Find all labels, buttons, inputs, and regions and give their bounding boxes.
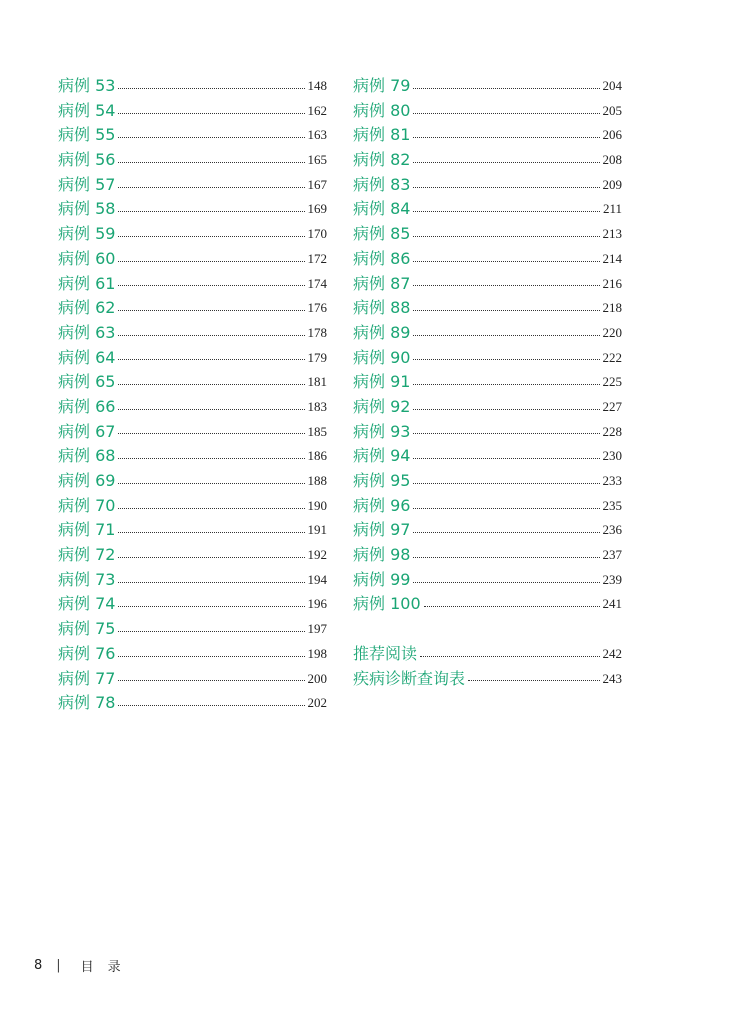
toc-entry[interactable] [58,395,327,420]
entry-page-number: 202 [307,695,327,711]
entry-title: 病例 100 [353,594,421,614]
entry-page-number: 241 [602,596,622,612]
toc-entry[interactable] [58,99,327,124]
entry-page-number: 181 [307,374,327,390]
toc-entry[interactable] [58,247,327,272]
entry-title: 病例 81 [353,125,411,145]
entry-title: 病例 61 [58,273,116,293]
entry-title: 病例 62 [58,298,116,318]
toc-entry[interactable] [58,321,327,346]
entry-title: 病例 84 [353,199,411,219]
toc-entry[interactable] [58,592,327,617]
dot-leader [413,409,599,410]
toc-entry[interactable] [58,420,327,445]
entry-page-number: 174 [307,275,327,291]
entry-title: 病例 77 [58,668,116,688]
toc-entry[interactable] [353,74,622,99]
toc-entry[interactable] [353,420,622,445]
entry-title: 病例 75 [58,619,116,639]
entry-title: 病例 79 [353,76,411,95]
entry-title: 病例 85 [353,224,411,244]
dot-leader [118,261,304,262]
dot-leader [413,310,599,311]
dot-leader [118,433,304,434]
entry-title: 病例 68 [58,446,116,466]
toc-entry[interactable] [353,370,622,395]
entry-page-number: 179 [307,349,327,365]
entry-title: 病例 92 [353,396,411,416]
toc-entry[interactable] [58,173,327,198]
toc-entry[interactable] [353,272,622,297]
toc-entry[interactable] [353,518,622,543]
dot-leader [413,582,599,583]
entry-page-number: 178 [307,324,327,340]
toc-entry[interactable] [353,444,622,469]
entry-page-number: 222 [602,349,622,365]
entry-page-number: 239 [602,571,622,587]
dot-leader [413,113,599,114]
dot-leader [413,236,599,237]
toc-entry[interactable] [353,592,622,617]
dot-leader [118,532,304,533]
entry-page-number: 233 [602,473,622,488]
entry-page-number: 169 [307,201,327,217]
toc-entry[interactable] [353,395,622,420]
entry-title: 病例 80 [353,100,411,120]
toc-entry[interactable] [58,197,327,222]
dot-leader [118,606,304,607]
dot-leader [413,261,599,262]
dot-leader [413,433,599,434]
entry-title: 病例 70 [58,495,116,515]
dot-leader [118,483,304,484]
toc-entry[interactable] [58,74,327,99]
toc-entry[interactable] [353,321,622,346]
dot-leader [118,310,304,311]
entry-title: 病例 82 [353,150,411,170]
entry-title: 病例 83 [353,174,411,194]
entry-page-number: 218 [602,300,622,316]
toc-entry[interactable] [353,494,622,519]
dot-leader [468,680,599,681]
toc-entry[interactable] [58,346,327,371]
entry-page-number: 237 [602,547,622,563]
entry-title: 病例 95 [353,471,411,490]
toc-entry[interactable] [353,148,622,173]
dot-leader [413,211,600,212]
toc-entry[interactable] [353,469,622,494]
dot-leader [118,656,304,657]
toc-entry[interactable] [58,123,327,148]
entry-page-number: 148 [307,78,327,93]
toc-entry[interactable] [58,469,327,494]
toc-left-column [58,74,327,716]
page-footer [34,956,135,975]
toc-entry[interactable] [58,370,327,395]
entry-page-number: 162 [307,102,327,118]
entry-title: 病例 89 [353,322,411,342]
dot-leader [118,557,304,558]
toc-entry[interactable] [353,568,622,593]
entry-title: 病例 54 [58,100,116,120]
entry-page-number: 185 [307,423,327,439]
dot-leader [413,162,599,163]
entry-page-number: 172 [307,250,327,266]
entry-title: 病例 56 [58,150,116,170]
dot-leader [118,335,304,336]
dot-leader [413,187,599,188]
entry-title: 病例 99 [353,569,411,589]
entry-title: 病例 91 [353,372,411,392]
dot-leader [118,113,304,114]
entry-title: 病例 78 [58,693,116,713]
toc-entry[interactable] [353,667,622,692]
entry-title: 病例 74 [58,594,116,614]
entry-page-number: 196 [307,596,327,612]
dot-leader [118,458,304,459]
entry-title: 病例 90 [353,347,411,367]
entry-title: 病例 66 [58,396,116,416]
dot-leader [118,359,304,360]
entry-title: 病例 63 [58,322,116,342]
entry-page-number: 192 [307,547,327,563]
entry-page-number: 230 [602,448,622,464]
dot-leader [413,532,599,533]
dot-leader [118,162,304,163]
entry-page-number: 191 [307,522,327,538]
dot-leader [420,656,599,657]
dot-leader [413,359,599,360]
entry-title: 病例 96 [353,495,411,515]
entry-page-number: 194 [307,571,327,587]
entry-title: 病例 73 [58,569,116,589]
dot-leader [118,211,304,212]
dot-leader [118,705,304,706]
dot-leader [118,236,304,237]
toc-entry[interactable] [353,543,622,568]
entry-title: 病例 71 [58,520,116,540]
entry-title: 病例 72 [58,545,116,565]
entry-title: 疾病诊断查询表 [353,668,466,688]
entry-page-number: 227 [602,398,622,414]
entry-page-number: 176 [307,300,327,316]
entry-page-number: 213 [602,226,622,242]
entry-page-number: 188 [307,473,327,488]
entry-page-number: 186 [307,448,327,464]
entry-title: 病例 93 [353,421,411,441]
entry-page-number: 214 [602,250,622,266]
dot-leader [413,335,599,336]
entry-page-number: 209 [602,176,622,192]
entry-page-number: 183 [307,398,327,414]
toc-entry[interactable] [353,346,622,371]
entry-page-number: 200 [307,670,327,686]
entry-page-number: 167 [307,176,327,192]
entry-title: 病例 57 [58,174,116,194]
entry-page-number: 163 [307,127,327,143]
dot-leader [413,384,599,385]
entry-title: 病例 53 [58,76,116,95]
dot-leader [118,409,304,410]
entry-page-number: 165 [307,152,327,168]
entry-page-number: 243 [602,670,622,686]
entry-title: 病例 59 [58,224,116,244]
page-number: 8 [34,958,43,973]
entry-page-number: 211 [602,201,622,217]
dot-leader [413,483,599,484]
toc-entry[interactable] [58,444,327,469]
entry-page-number: 216 [602,275,622,291]
dot-leader [424,606,600,607]
entry-title: 病例 64 [58,347,116,367]
dot-leader [118,285,304,286]
entry-page-number: 206 [602,127,622,143]
footer-separator: | [56,958,61,973]
dot-leader [413,458,599,459]
entry-page-number: 198 [307,645,327,661]
toc-entry[interactable] [58,272,327,297]
toc-entry[interactable] [58,642,327,667]
toc-entry[interactable] [58,543,327,568]
toc-entry[interactable] [58,568,327,593]
entry-page-number: 170 [307,226,327,242]
section-title: 目录 [80,960,135,975]
toc-entry[interactable] [353,222,622,247]
dot-leader [118,88,304,89]
toc-entry[interactable] [58,296,327,321]
dot-leader [118,137,304,138]
dot-leader [118,582,304,583]
entry-title: 病例 58 [58,199,116,219]
toc-entry[interactable] [58,518,327,543]
entry-title: 病例 88 [353,298,411,318]
entry-page-number: 242 [602,645,622,661]
entry-title: 病例 65 [58,372,116,392]
entry-page-number: 225 [602,374,622,390]
toc-entry[interactable] [58,148,327,173]
entry-title: 推荐阅读 [353,643,418,663]
toc-entry[interactable] [353,642,622,667]
entry-page-number: 235 [602,497,622,513]
entry-title: 病例 60 [58,248,116,268]
dot-leader [118,384,304,385]
entry-page-number: 205 [602,102,622,118]
dot-leader [118,680,304,681]
toc-entry[interactable] [353,123,622,148]
toc-entry[interactable] [353,99,622,124]
dot-leader [118,508,304,509]
entry-title: 病例 87 [353,273,411,293]
toc-right-column [353,74,622,691]
dot-leader [413,137,599,138]
entry-page-number: 228 [602,423,622,439]
toc-entry[interactable] [353,247,622,272]
entry-page-number: 197 [307,621,327,637]
entry-page-number: 208 [602,152,622,168]
toc-entry[interactable] [58,691,327,716]
toc-entry[interactable] [58,494,327,519]
toc-entry[interactable] [353,173,622,198]
entry-title: 病例 55 [58,125,116,145]
toc-entry[interactable] [353,296,622,321]
dot-leader [118,631,304,632]
entry-title: 病例 76 [58,643,116,663]
entry-title: 病例 69 [58,471,116,490]
entry-page-number: 220 [602,324,622,340]
dot-leader [413,508,599,509]
dot-leader [413,557,599,558]
toc-entry[interactable] [353,197,622,222]
entry-page-number: 236 [602,522,622,538]
dot-leader [413,88,599,89]
entry-page-number: 190 [307,497,327,513]
dot-leader [413,285,599,286]
entry-title: 病例 97 [353,520,411,540]
toc-entry[interactable] [58,617,327,642]
dot-leader [118,187,304,188]
entry-page-number: 204 [602,78,622,93]
entry-title: 病例 94 [353,446,411,466]
entry-title: 病例 67 [58,421,116,441]
toc-entry[interactable] [58,222,327,247]
entry-title: 病例 98 [353,545,411,565]
toc-entry[interactable] [58,667,327,692]
entry-title: 病例 86 [353,248,411,268]
